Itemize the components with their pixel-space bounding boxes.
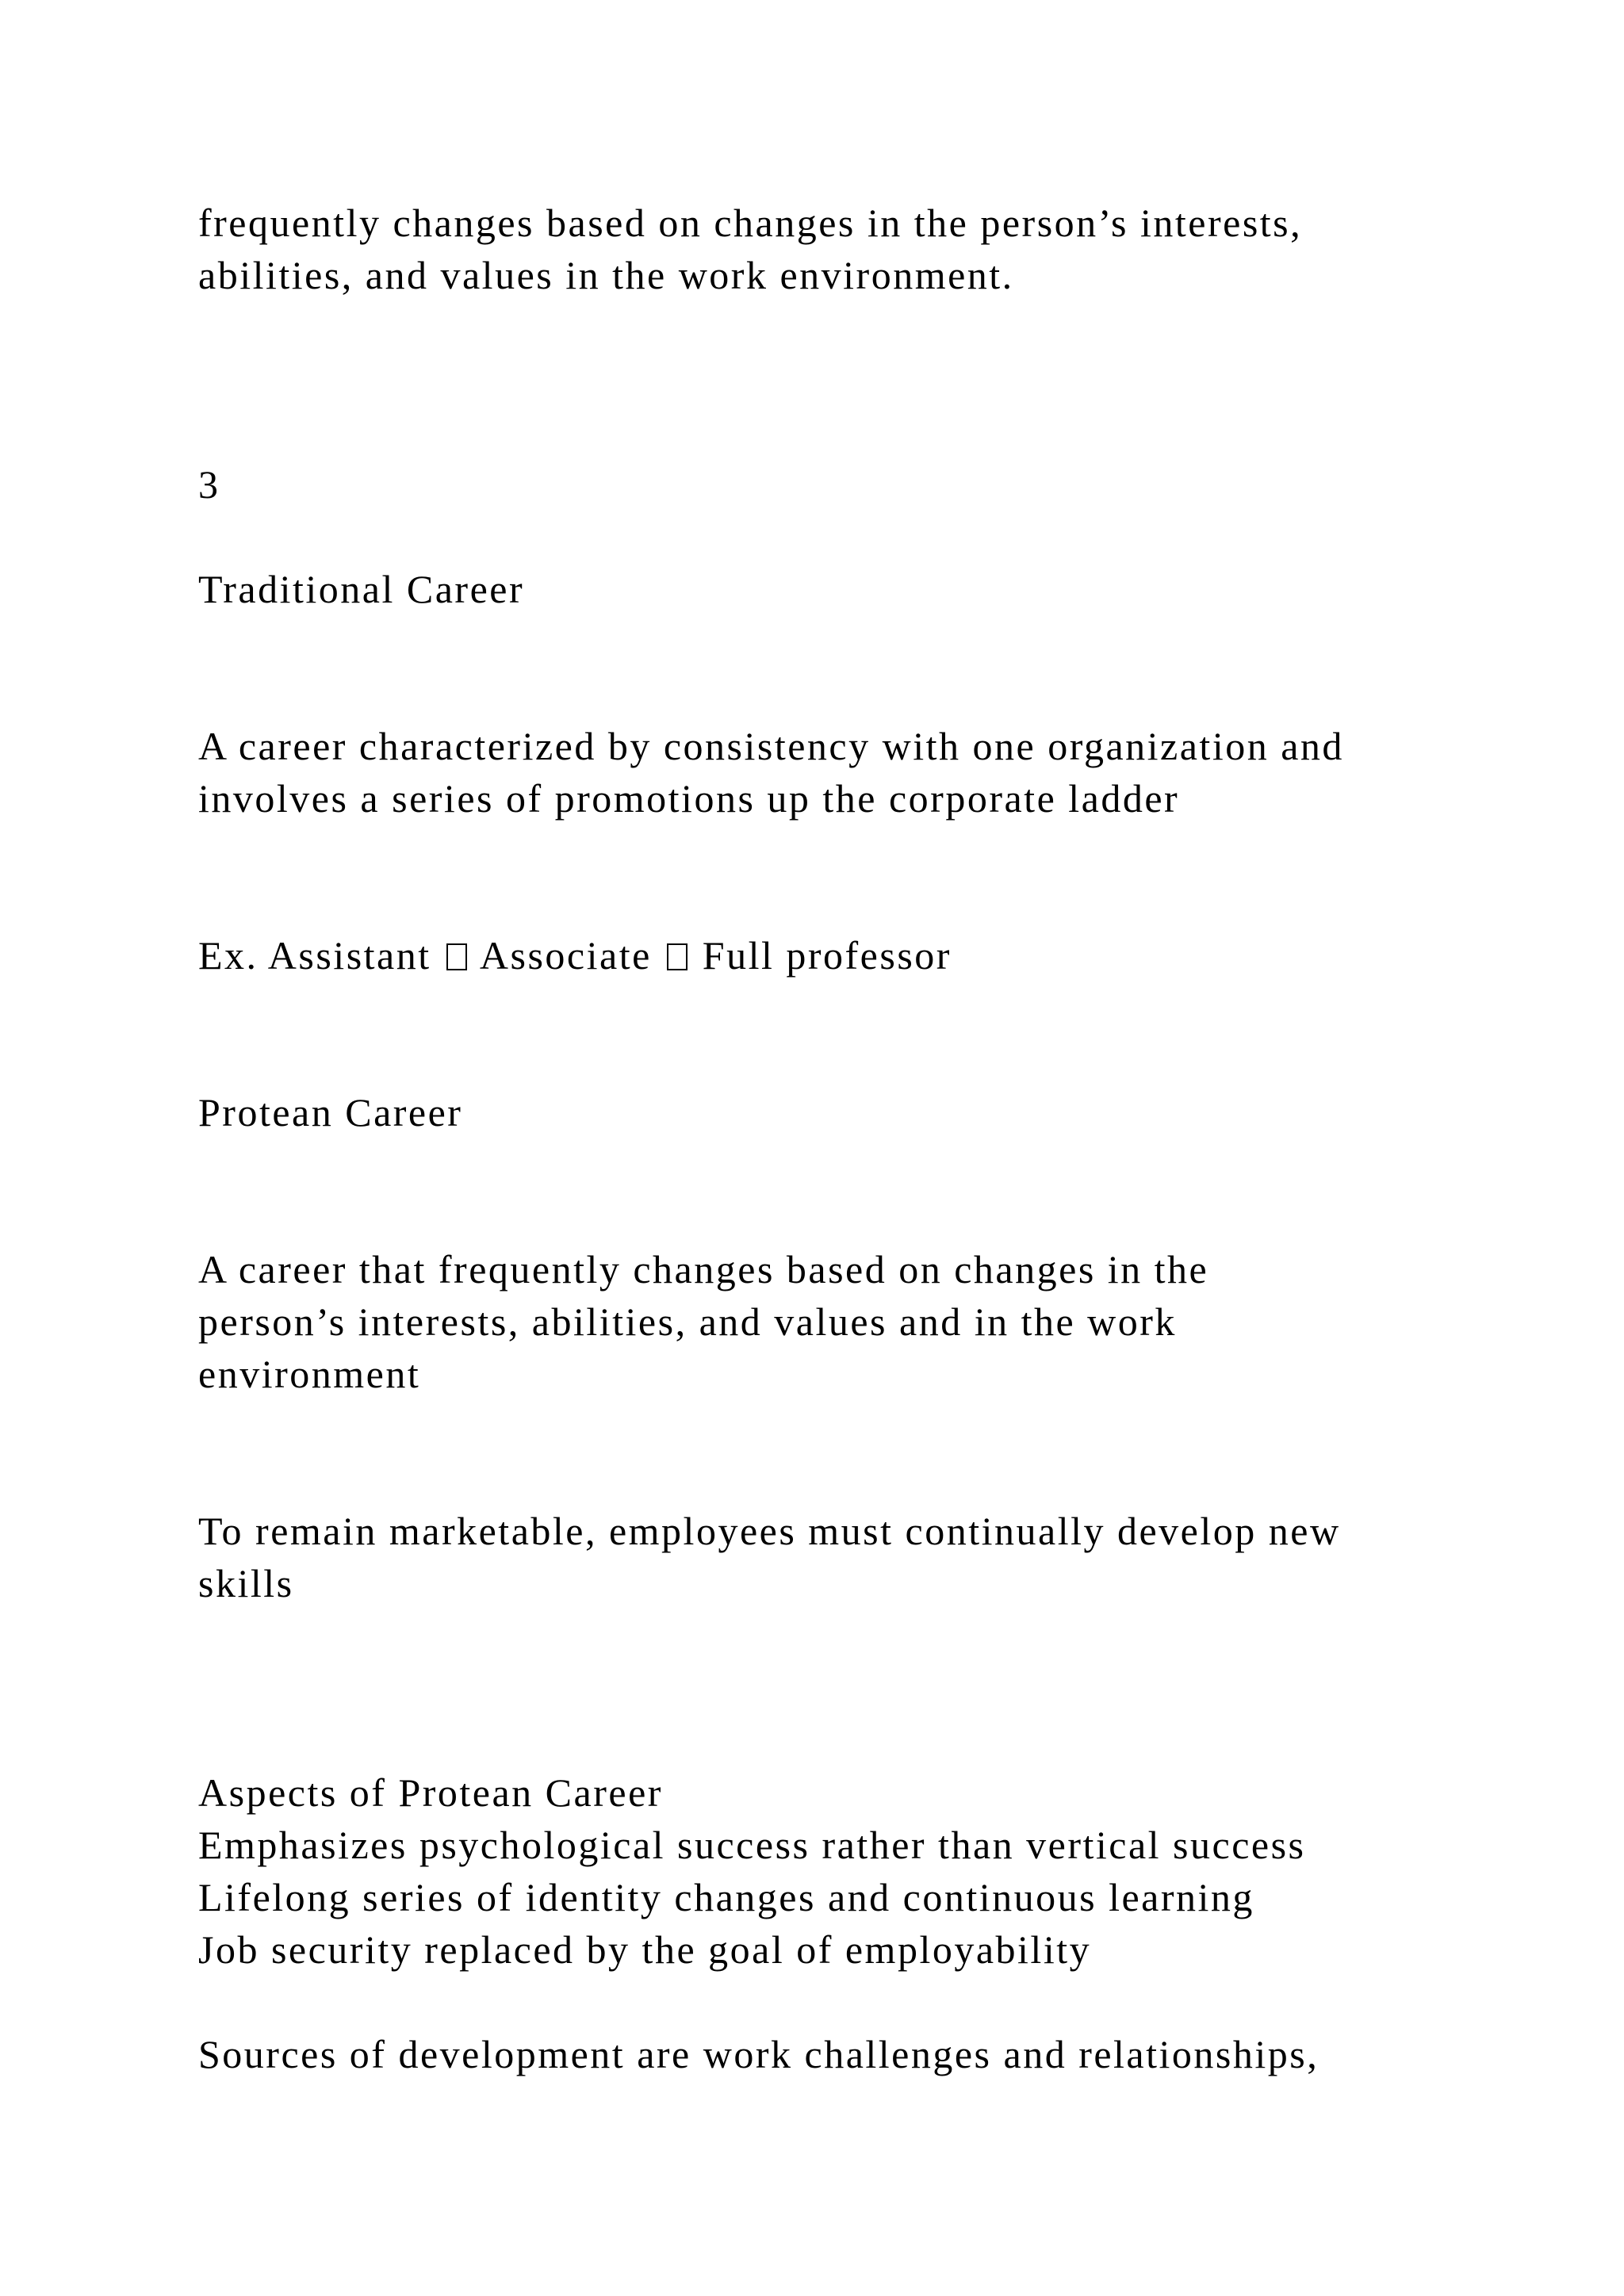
intro-text-line-2: abilities, and values in the work environment. (198, 253, 1014, 297)
protean-career-definition-line-2: person’s interests, abilities, and values and in the work (198, 1299, 1177, 1344)
slide-number: 3 (198, 462, 220, 507)
aspects-list-item: Emphasizes psychological success rather than vertical success (198, 1823, 1306, 1867)
example-associate: Associate (479, 933, 652, 978)
aspects-list-item: Job security replaced by the goal of employability (198, 1927, 1092, 1972)
sources-text-line: Sources of development are work challenges and relationships, (198, 2032, 1320, 2076)
intro-text-line-1: frequently changes based on changes in the person’s interests, (198, 201, 1303, 245)
missing-glyph-icon (446, 943, 467, 970)
career-example-line (198, 929, 952, 982)
marketable-text-line-1: To remain marketable, employees must continually develop new (198, 1509, 1341, 1553)
aspects-list-item: Lifelong series of identity changes and continuous learning (198, 1875, 1254, 1919)
traditional-career-definition-line-2: involves a series of promotions up the corporate ladder (198, 776, 1180, 821)
aspects-heading: Aspects of Protean Career (198, 1770, 663, 1815)
protean-career-heading: Protean Career (198, 1090, 463, 1135)
missing-glyph-icon (667, 943, 688, 970)
traditional-career-definition-line-1: A career characterized by consistency with one organization and (198, 724, 1344, 768)
traditional-career-heading: Traditional Career (198, 567, 525, 611)
marketable-text-line-2: skills (198, 1561, 294, 1605)
example-full-professor: Full professor (702, 933, 952, 978)
example-assistant: Ex. Assistant (198, 933, 431, 978)
protean-career-definition-line-1: A career that frequently changes based on changes in the (198, 1247, 1209, 1292)
protean-career-definition-line-3: environment (198, 1352, 421, 1396)
